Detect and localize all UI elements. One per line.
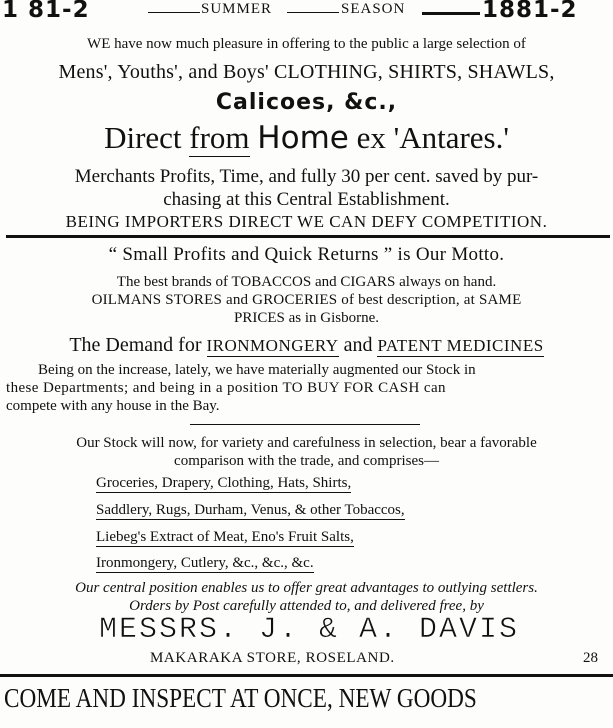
- stock-item-4: [96, 555, 613, 572]
- savings-line-3: BEING IMPORTERS DIRECT WE CAN DEFY COMPETITION.: [65, 212, 548, 231]
- stock-line-1: Our Stock will now, for variety and carefulness in selection, bear a favorable: [76, 435, 537, 451]
- store-name: MAKARAKA STORE, ROSELAND.: [150, 650, 395, 666]
- demand-and: and: [343, 334, 373, 356]
- stock-item-3: [96, 529, 613, 546]
- increase-line-1: Being on the increase, lately, we have materially augmented our Stock in: [38, 362, 476, 378]
- stock-line-2: comparison with the trade, and comprises—: [174, 453, 439, 469]
- ironmongery-word: IRONMONGERY: [206, 336, 339, 355]
- brands-line-1: The best brands of TOBACCOS and CIGARS always on hand.: [116, 274, 497, 290]
- stock-item-1: [96, 475, 613, 492]
- increase-line-2: these Departments; and being in a position TO BUY FOR CASH can: [6, 380, 446, 396]
- stock-item-text: Groceries, Drapery, Clothing, Hats, Shirts,: [96, 475, 352, 491]
- intro-line-1: WE have now much pleasure in offering to the public a large selection of: [87, 36, 526, 52]
- stock-item-text: Liebeg's Extract of Meat, Eno's Fruit Salts,: [96, 529, 354, 545]
- intro-line-2: Mens', Youths', and Boys' CLOTHING, SHIRTS, SHAWLS,: [58, 61, 555, 83]
- central-position: Our central position enables us to offer great advantages to outlying settlers.: [75, 580, 538, 596]
- orders-by-post: Orders by Post carefully attended to, and delivered free, by: [129, 598, 484, 614]
- divider-2: [190, 424, 420, 425]
- demand-line: [0, 334, 613, 357]
- increase-line-3: compete with any house in the Bay.: [6, 398, 220, 414]
- come-and-inspect: COME AND INSPECT AT ONCE, NEW GOODS: [4, 683, 477, 713]
- antares-word: ex 'Antares.': [356, 120, 509, 155]
- home-word: Home: [257, 120, 349, 156]
- brands-line-3: PRICES as in Gisborne.: [233, 310, 379, 326]
- patent-medicines-word: PATENT MEDICINES: [377, 336, 544, 355]
- firm-name: MESSRS. J. & A. DAVIS: [98, 613, 520, 647]
- motto: “ Small Profits and Quick Returns ” is Our Motto.: [108, 244, 505, 265]
- stock-item-text: Ironmongery, Cutlery, &c., &c., &c.: [96, 555, 314, 571]
- header-year-right: 1881-2: [482, 0, 578, 23]
- demand-pre: The Demand for: [69, 334, 202, 356]
- intro-line-3: Calicoes, &c.,: [215, 90, 398, 115]
- brands-line-2: OILMANS STORES and GROCERIES of best description, at SAME: [91, 292, 522, 308]
- header-summer: SUMMER: [201, 1, 273, 17]
- direct-word: Direct: [104, 120, 182, 155]
- divider-3: [0, 674, 613, 677]
- savings-line-1: Merchants Profits, Time, and fully 30 per cent. saved by pur-: [74, 166, 539, 187]
- stock-item-text: Saddlery, Rugs, Durham, Venus, & other Tobaccos,: [96, 502, 405, 518]
- stock-item-2: [96, 502, 613, 519]
- direct-from-home: [0, 120, 613, 156]
- ad-number: 28: [583, 650, 598, 666]
- header-season: SEASON: [341, 1, 406, 17]
- savings-line-2: chasing at this Central Establishment.: [163, 189, 450, 210]
- season-header: [0, 0, 613, 26]
- divider-1: [6, 235, 610, 238]
- header-year-left: 1 81-2: [2, 0, 90, 23]
- from-word: from: [189, 120, 250, 155]
- store-line: [0, 650, 613, 670]
